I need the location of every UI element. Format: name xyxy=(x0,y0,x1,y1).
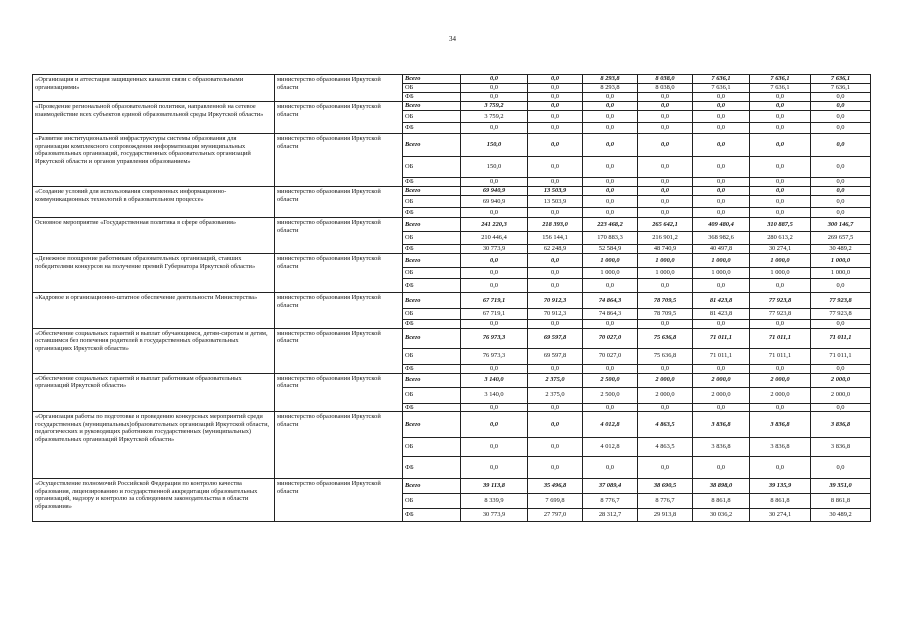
amount-cell: 1 000,0 xyxy=(811,268,871,279)
amount-cell: 2 500,0 xyxy=(583,387,638,403)
amount-cell: 74 864,3 xyxy=(583,309,638,320)
amount-cell: 0,0 xyxy=(528,208,583,218)
amount-cell: 69 597,8 xyxy=(528,328,583,348)
amount-cell: 81 423,8 xyxy=(693,309,750,320)
amount-cell: 8 861,8 xyxy=(811,494,871,509)
amount-cell: 2 000,0 xyxy=(693,387,750,403)
amount-cell: 0,0 xyxy=(461,254,528,268)
funding-source: ФБ xyxy=(403,208,461,218)
amount-cell: 69 940,9 xyxy=(461,187,528,196)
amount-cell: 30 036,2 xyxy=(693,509,750,522)
amount-cell: 8 038,0 xyxy=(638,84,693,93)
amount-cell: 2 000,0 xyxy=(638,387,693,403)
amount-cell: 3 836,8 xyxy=(693,438,750,457)
amount-cell: 39 351,0 xyxy=(811,479,871,494)
measure-title: «Проведение региональной образовательной политики, направленной на сетевое взаимодействие всех субъектов единой образовательной среды Иркутской области» xyxy=(33,102,275,134)
amount-cell: 0,0 xyxy=(693,157,750,178)
table-row xyxy=(33,102,871,111)
amount-cell: 0,0 xyxy=(811,123,871,134)
amount-cell: 0,0 xyxy=(528,320,583,329)
amount-cell: 0,0 xyxy=(750,364,811,373)
amount-cell: 38 898,0 xyxy=(693,479,750,494)
amount-cell: 0,0 xyxy=(693,187,750,196)
amount-cell: 1 000,0 xyxy=(583,268,638,279)
amount-cell: 30 274,1 xyxy=(750,509,811,522)
executor-cell: министерство образования Иркутской области xyxy=(275,479,403,522)
amount-cell: 0,0 xyxy=(693,457,750,479)
amount-cell: 265 642,1 xyxy=(638,218,693,232)
amount-cell: 0,0 xyxy=(811,279,871,293)
amount-cell: 0,0 xyxy=(638,208,693,218)
amount-cell: 38 690,5 xyxy=(638,479,693,494)
amount-cell: 0,0 xyxy=(461,279,528,293)
table-row xyxy=(33,187,871,196)
funding-source: ФБ xyxy=(403,457,461,479)
amount-cell: 0,0 xyxy=(528,75,583,84)
amount-cell: 368 982,6 xyxy=(693,232,750,245)
amount-cell: 0,0 xyxy=(528,111,583,123)
amount-cell: 71 011,1 xyxy=(811,328,871,348)
funding-source: ФБ xyxy=(403,245,461,254)
executor-cell: министерство образования Иркутской области xyxy=(275,102,403,134)
amount-cell: 71 011,1 xyxy=(811,348,871,364)
amount-cell: 8 776,7 xyxy=(638,494,693,509)
amount-cell: 0,0 xyxy=(693,196,750,208)
amount-cell: 69 940,9 xyxy=(461,196,528,208)
amount-cell: 0,0 xyxy=(528,412,583,438)
amount-cell: 223 468,2 xyxy=(583,218,638,232)
amount-cell: 4 863,5 xyxy=(638,412,693,438)
amount-cell: 0,0 xyxy=(693,279,750,293)
amount-cell: 76 973,3 xyxy=(461,328,528,348)
amount-cell: 1 000,0 xyxy=(693,268,750,279)
amount-cell: 2 375,0 xyxy=(528,373,583,387)
amount-cell: 0,0 xyxy=(750,93,811,102)
amount-cell: 0,0 xyxy=(583,187,638,196)
measure-title: «Организация и аттестация защищенных каналов связи с образовательными организациями» xyxy=(33,75,275,102)
amount-cell: 241 220,3 xyxy=(461,218,528,232)
executor-cell: министерство образования Иркутской области xyxy=(275,187,403,218)
amount-cell: 1 000,0 xyxy=(750,268,811,279)
amount-cell: 0,0 xyxy=(528,279,583,293)
amount-cell: 216 901,2 xyxy=(638,232,693,245)
amount-cell: 0,0 xyxy=(811,196,871,208)
amount-cell: 8 293,8 xyxy=(583,75,638,84)
amount-cell: 0,0 xyxy=(750,123,811,134)
funding-source: ФБ xyxy=(403,320,461,329)
table-row xyxy=(33,293,871,309)
amount-cell: 0,0 xyxy=(461,84,528,93)
amount-cell: 0,0 xyxy=(638,157,693,178)
amount-cell: 0,0 xyxy=(638,134,693,157)
amount-cell: 0,0 xyxy=(750,279,811,293)
funding-source: ФБ xyxy=(403,509,461,522)
amount-cell: 0,0 xyxy=(693,403,750,412)
funding-source: ФБ xyxy=(403,364,461,373)
amount-cell: 0,0 xyxy=(583,403,638,412)
amount-cell: 3 836,8 xyxy=(811,438,871,457)
amount-cell: 74 864,3 xyxy=(583,293,638,309)
amount-cell: 310 887,5 xyxy=(750,218,811,232)
amount-cell: 3 140,0 xyxy=(461,373,528,387)
executor-cell: министерство образования Иркутской области xyxy=(275,412,403,479)
amount-cell: 156 144,1 xyxy=(528,232,583,245)
amount-cell: 0,0 xyxy=(638,187,693,196)
amount-cell: 62 248,9 xyxy=(528,245,583,254)
amount-cell: 77 923,8 xyxy=(811,293,871,309)
amount-cell: 8 776,7 xyxy=(583,494,638,509)
amount-cell: 0,0 xyxy=(693,178,750,187)
funding-source: Всего xyxy=(403,254,461,268)
table-row xyxy=(33,412,871,438)
amount-cell: 40 497,8 xyxy=(693,245,750,254)
amount-cell: 75 636,8 xyxy=(638,328,693,348)
amount-cell: 0,0 xyxy=(811,364,871,373)
amount-cell: 7 636,1 xyxy=(693,75,750,84)
amount-cell: 1 000,0 xyxy=(638,268,693,279)
amount-cell: 1 000,0 xyxy=(583,254,638,268)
amount-cell: 0,0 xyxy=(638,196,693,208)
amount-cell: 0,0 xyxy=(750,157,811,178)
executor-cell: министерство образования Иркутской области xyxy=(275,218,403,254)
amount-cell: 0,0 xyxy=(528,438,583,457)
amount-cell: 0,0 xyxy=(528,134,583,157)
amount-cell: 0,0 xyxy=(583,123,638,134)
amount-cell: 0,0 xyxy=(461,457,528,479)
amount-cell: 8 293,8 xyxy=(583,84,638,93)
amount-cell: 0,0 xyxy=(528,364,583,373)
amount-cell: 0,0 xyxy=(583,208,638,218)
amount-cell: 3 836,8 xyxy=(811,412,871,438)
amount-cell: 0,0 xyxy=(750,457,811,479)
amount-cell: 28 312,7 xyxy=(583,509,638,522)
funding-source: Всего xyxy=(403,412,461,438)
amount-cell: 67 719,1 xyxy=(461,293,528,309)
measure-title: «Развитие институциональной инфраструктуры системы образования для организации комплексного сопровождения информатизации муниципальных образовательных организаций, государственных образовательных организаций Иркутской области и органов управления образованием» xyxy=(33,134,275,187)
amount-cell: 39 135,9 xyxy=(750,479,811,494)
amount-cell: 70 027,0 xyxy=(583,348,638,364)
table-row xyxy=(33,254,871,268)
measure-title: «Кадровое и организационно-штатное обеспечение деятельности Министерства» xyxy=(33,293,275,329)
measure-title: «Денежное поощрение работникам образовательных организаций, ставших победителями конкурсов на получение премий Губернатора Иркутской области» xyxy=(33,254,275,293)
funding-source: ОБ xyxy=(403,157,461,178)
executor-cell: министерство образования Иркутской области xyxy=(275,373,403,412)
amount-cell: 0,0 xyxy=(461,178,528,187)
amount-cell: 0,0 xyxy=(693,320,750,329)
amount-cell: 3 836,8 xyxy=(750,412,811,438)
amount-cell: 7 636,1 xyxy=(750,75,811,84)
amount-cell: 2 000,0 xyxy=(638,373,693,387)
amount-cell: 27 797,0 xyxy=(528,509,583,522)
amount-cell: 78 709,5 xyxy=(638,309,693,320)
page-number: 34 xyxy=(449,35,456,43)
amount-cell: 0,0 xyxy=(693,123,750,134)
amount-cell: 0,0 xyxy=(638,93,693,102)
amount-cell: 0,0 xyxy=(693,102,750,111)
amount-cell: 70 912,3 xyxy=(528,293,583,309)
amount-cell: 0,0 xyxy=(583,364,638,373)
amount-cell: 0,0 xyxy=(811,111,871,123)
amount-cell: 0,0 xyxy=(528,457,583,479)
amount-cell: 7 636,1 xyxy=(693,84,750,93)
amount-cell: 4 863,5 xyxy=(638,438,693,457)
executor-cell: министерство образования Иркутской области xyxy=(275,134,403,187)
amount-cell: 4 012,8 xyxy=(583,438,638,457)
executor-cell: министерство образования Иркутской области xyxy=(275,75,403,102)
amount-cell: 29 913,8 xyxy=(638,509,693,522)
amount-cell: 0,0 xyxy=(461,75,528,84)
amount-cell: 0,0 xyxy=(528,93,583,102)
budget-table xyxy=(32,74,871,522)
amount-cell: 0,0 xyxy=(583,279,638,293)
amount-cell: 0,0 xyxy=(461,123,528,134)
amount-cell: 0,0 xyxy=(583,457,638,479)
funding-source: ОБ xyxy=(403,111,461,123)
funding-source: ФБ xyxy=(403,93,461,102)
amount-cell: 30 274,1 xyxy=(750,245,811,254)
amount-cell: 0,0 xyxy=(811,320,871,329)
amount-cell: 0,0 xyxy=(811,457,871,479)
amount-cell: 0,0 xyxy=(693,93,750,102)
amount-cell: 0,0 xyxy=(528,178,583,187)
amount-cell: 0,0 xyxy=(750,320,811,329)
amount-cell: 0,0 xyxy=(811,178,871,187)
amount-cell: 0,0 xyxy=(750,134,811,157)
funding-source: Всего xyxy=(403,328,461,348)
amount-cell: 71 011,1 xyxy=(750,328,811,348)
amount-cell: 2 500,0 xyxy=(583,373,638,387)
amount-cell: 1 000,0 xyxy=(638,254,693,268)
amount-cell: 280 613,2 xyxy=(750,232,811,245)
amount-cell: 218 393,0 xyxy=(528,218,583,232)
amount-cell: 76 973,3 xyxy=(461,348,528,364)
amount-cell: 0,0 xyxy=(750,196,811,208)
amount-cell: 0,0 xyxy=(750,403,811,412)
amount-cell: 71 011,1 xyxy=(693,348,750,364)
amount-cell: 0,0 xyxy=(528,102,583,111)
executor-cell: министерство образования Иркутской области xyxy=(275,293,403,329)
amount-cell: 0,0 xyxy=(528,157,583,178)
executor-cell: министерство образования Иркутской области xyxy=(275,328,403,373)
amount-cell: 0,0 xyxy=(638,111,693,123)
amount-cell: 69 597,8 xyxy=(528,348,583,364)
amount-cell: 71 011,1 xyxy=(693,328,750,348)
amount-cell: 0,0 xyxy=(583,93,638,102)
funding-source: ОБ xyxy=(403,309,461,320)
amount-cell: 170 883,3 xyxy=(583,232,638,245)
funding-source: ОБ xyxy=(403,348,461,364)
amount-cell: 0,0 xyxy=(528,254,583,268)
amount-cell: 1 000,0 xyxy=(693,254,750,268)
funding-source: ФБ xyxy=(403,178,461,187)
amount-cell: 37 089,4 xyxy=(583,479,638,494)
amount-cell: 0,0 xyxy=(638,102,693,111)
amount-cell: 2 375,0 xyxy=(528,387,583,403)
amount-cell: 2 000,0 xyxy=(750,373,811,387)
amount-cell: 30 773,9 xyxy=(461,245,528,254)
measure-title: «Создание условий для использования современных информационно-коммуникационных технологий в образовательном процессе» xyxy=(33,187,275,218)
amount-cell: 0,0 xyxy=(750,187,811,196)
measure-title: «Осуществление полномочий Российской Федерации по контролю качества образования, лицензированию и государственной аккредитации образовательных организаций, надзору и контролю за соблюдением законодательства в области образования» xyxy=(33,479,275,522)
measure-title: «Обеспечение социальных гарантий и выплат обучающимся, детям-сиротам и детям, оставшимся без попечения родителей в государственных образовательных организациях Иркутской области» xyxy=(33,328,275,373)
amount-cell: 77 923,8 xyxy=(750,309,811,320)
table-row xyxy=(33,479,871,494)
amount-cell: 8 339,9 xyxy=(461,494,528,509)
amount-cell: 39 113,8 xyxy=(461,479,528,494)
amount-cell: 0,0 xyxy=(583,134,638,157)
amount-cell: 0,0 xyxy=(638,320,693,329)
executor-cell: министерство образования Иркутской области xyxy=(275,254,403,293)
amount-cell: 0,0 xyxy=(638,457,693,479)
amount-cell: 8 038,0 xyxy=(638,75,693,84)
amount-cell: 2 000,0 xyxy=(811,387,871,403)
funding-source: ОБ xyxy=(403,438,461,457)
table-row xyxy=(33,328,871,348)
amount-cell: 0,0 xyxy=(693,111,750,123)
amount-cell: 0,0 xyxy=(461,438,528,457)
amount-cell: 0,0 xyxy=(638,403,693,412)
amount-cell: 0,0 xyxy=(461,268,528,279)
amount-cell: 0,0 xyxy=(638,279,693,293)
funding-source: Всего xyxy=(403,479,461,494)
amount-cell: 7 636,1 xyxy=(750,84,811,93)
funding-source: ФБ xyxy=(403,403,461,412)
amount-cell: 30 773,9 xyxy=(461,509,528,522)
amount-cell: 3 759,2 xyxy=(461,111,528,123)
amount-cell: 0,0 xyxy=(693,364,750,373)
amount-cell: 300 146,7 xyxy=(811,218,871,232)
amount-cell: 0,0 xyxy=(461,320,528,329)
measure-title: «Организация работы по подготовке и проведению конкурсных мероприятий среди государственных (муниципальных)образовательных организаций Иркутской области, педагогических и руководящих работников государственных (муниципальных) образовательных организаций Иркутской области» xyxy=(33,412,275,479)
amount-cell: 13 503,9 xyxy=(528,187,583,196)
amount-cell: 0,0 xyxy=(750,111,811,123)
amount-cell: 0,0 xyxy=(461,93,528,102)
amount-cell: 0,0 xyxy=(811,157,871,178)
amount-cell: 150,0 xyxy=(461,134,528,157)
amount-cell: 0,0 xyxy=(811,93,871,102)
amount-cell: 0,0 xyxy=(811,403,871,412)
amount-cell: 0,0 xyxy=(461,364,528,373)
amount-cell: 3 836,8 xyxy=(693,412,750,438)
amount-cell: 0,0 xyxy=(583,102,638,111)
amount-cell: 3 836,8 xyxy=(750,438,811,457)
amount-cell: 8 861,8 xyxy=(693,494,750,509)
funding-source: ОБ xyxy=(403,494,461,509)
amount-cell: 77 923,8 xyxy=(750,293,811,309)
amount-cell: 0,0 xyxy=(583,320,638,329)
table-row xyxy=(33,373,871,387)
funding-source: ФБ xyxy=(403,123,461,134)
funding-source: ОБ xyxy=(403,84,461,93)
measure-title: «Обеспечение социальных гарантий и выплат работникам образовательных организаций Иркутской области» xyxy=(33,373,275,412)
amount-cell: 75 636,8 xyxy=(638,348,693,364)
amount-cell: 0,0 xyxy=(693,208,750,218)
amount-cell: 0,0 xyxy=(461,403,528,412)
amount-cell: 210 446,4 xyxy=(461,232,528,245)
funding-source: ФБ xyxy=(403,279,461,293)
amount-cell: 30 489,2 xyxy=(811,509,871,522)
amount-cell: 3 140,0 xyxy=(461,387,528,403)
amount-cell: 52 584,9 xyxy=(583,245,638,254)
funding-source: ОБ xyxy=(403,387,461,403)
funding-source: ОБ xyxy=(403,196,461,208)
table-row xyxy=(33,134,871,157)
amount-cell: 3 759,2 xyxy=(461,102,528,111)
amount-cell: 0,0 xyxy=(528,403,583,412)
amount-cell: 78 709,5 xyxy=(638,293,693,309)
table-row xyxy=(33,218,871,232)
amount-cell: 70 912,3 xyxy=(528,309,583,320)
amount-cell: 0,0 xyxy=(811,134,871,157)
measure-title: Основное мероприятие «Государственная политика в сфере образования» xyxy=(33,218,275,254)
amount-cell: 7 636,1 xyxy=(811,75,871,84)
funding-source: Всего xyxy=(403,187,461,196)
amount-cell: 1 000,0 xyxy=(750,254,811,268)
amount-cell: 13 503,9 xyxy=(528,196,583,208)
table-row xyxy=(33,75,871,84)
amount-cell: 70 027,0 xyxy=(583,328,638,348)
amount-cell: 0,0 xyxy=(811,102,871,111)
amount-cell: 35 496,8 xyxy=(528,479,583,494)
amount-cell: 30 489,2 xyxy=(811,245,871,254)
amount-cell: 7 699,8 xyxy=(528,494,583,509)
funding-source: Всего xyxy=(403,373,461,387)
amount-cell: 7 636,1 xyxy=(811,84,871,93)
funding-source: ОБ xyxy=(403,232,461,245)
amount-cell: 150,0 xyxy=(461,157,528,178)
amount-cell: 409 480,4 xyxy=(693,218,750,232)
amount-cell: 77 923,8 xyxy=(811,309,871,320)
amount-cell: 0,0 xyxy=(811,208,871,218)
amount-cell: 0,0 xyxy=(583,111,638,123)
amount-cell: 2 000,0 xyxy=(750,387,811,403)
amount-cell: 0,0 xyxy=(750,178,811,187)
funding-source: Всего xyxy=(403,134,461,157)
amount-cell: 4 012,8 xyxy=(583,412,638,438)
amount-cell: 269 657,5 xyxy=(811,232,871,245)
amount-cell: 0,0 xyxy=(750,102,811,111)
amount-cell: 2 000,0 xyxy=(811,373,871,387)
amount-cell: 2 000,0 xyxy=(693,373,750,387)
amount-cell: 0,0 xyxy=(528,268,583,279)
amount-cell: 0,0 xyxy=(528,123,583,134)
amount-cell: 0,0 xyxy=(583,157,638,178)
funding-source: Всего xyxy=(403,293,461,309)
amount-cell: 67 719,1 xyxy=(461,309,528,320)
amount-cell: 1 000,0 xyxy=(811,254,871,268)
amount-cell: 81 423,8 xyxy=(693,293,750,309)
funding-source: Всего xyxy=(403,218,461,232)
amount-cell: 48 740,9 xyxy=(638,245,693,254)
amount-cell: 0,0 xyxy=(638,364,693,373)
funding-source: ОБ xyxy=(403,268,461,279)
amount-cell: 0,0 xyxy=(693,134,750,157)
amount-cell: 0,0 xyxy=(811,187,871,196)
amount-cell: 71 011,1 xyxy=(750,348,811,364)
amount-cell: 0,0 xyxy=(750,208,811,218)
amount-cell: 0,0 xyxy=(461,412,528,438)
funding-source: Всего xyxy=(403,102,461,111)
amount-cell: 8 861,8 xyxy=(750,494,811,509)
funding-source: Всего xyxy=(403,75,461,84)
amount-cell: 0,0 xyxy=(638,123,693,134)
amount-cell: 0,0 xyxy=(638,178,693,187)
amount-cell: 0,0 xyxy=(528,84,583,93)
amount-cell: 0,0 xyxy=(583,178,638,187)
amount-cell: 0,0 xyxy=(583,196,638,208)
amount-cell: 0,0 xyxy=(461,208,528,218)
